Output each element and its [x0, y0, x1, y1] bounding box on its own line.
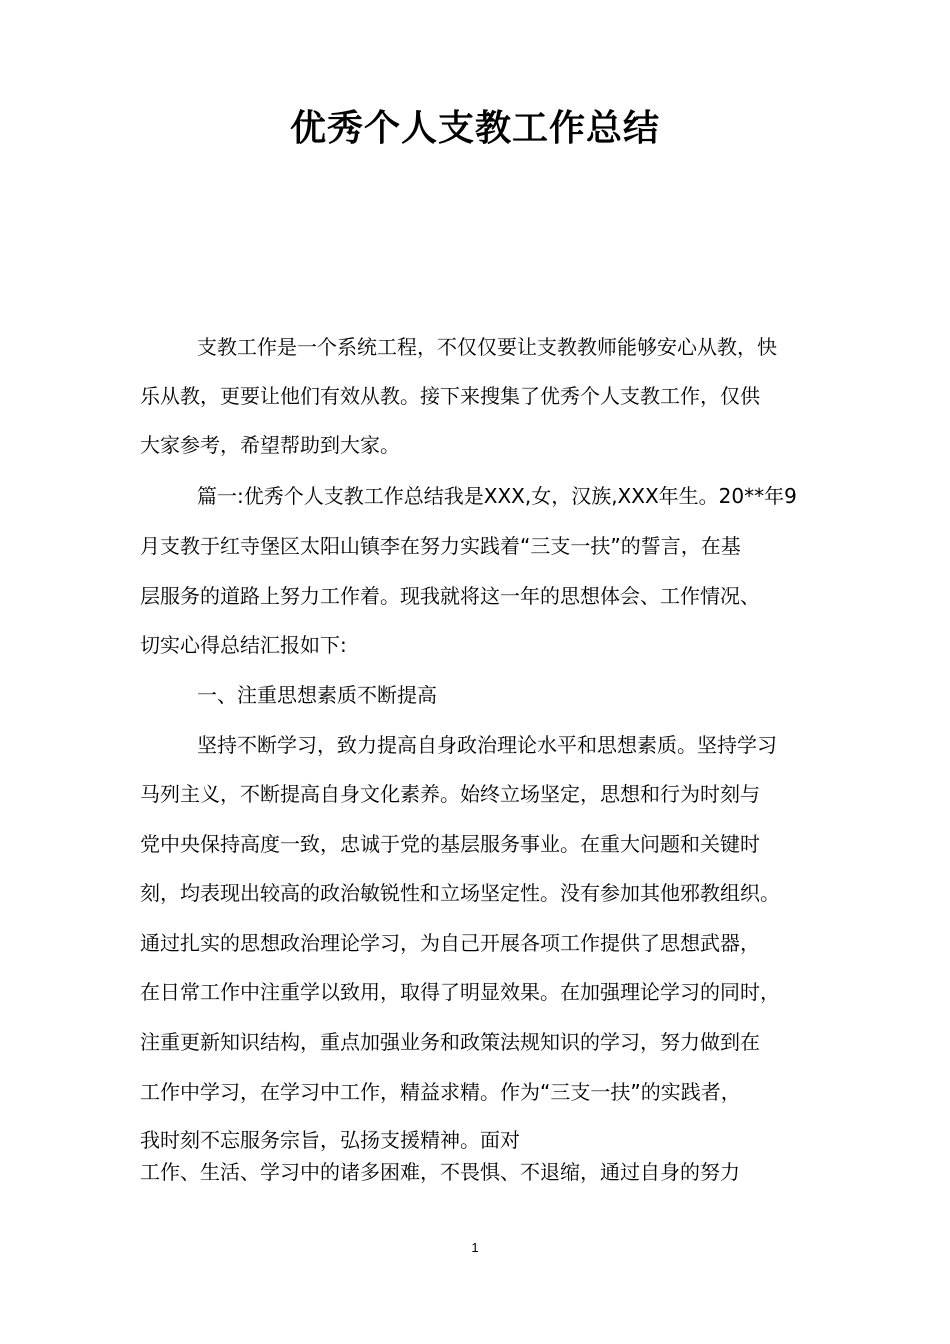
paragraph-line: 通过扎实的思想政治理论学习，为自己开展各项工作提供了思想武器， [140, 931, 760, 955]
paragraph-line: 支教工作是一个系统工程，不仅仅要让支教教师能够安心从教，快 [197, 335, 777, 359]
paragraph-line: 党中央保持高度一致，忠诚于党的基层服务事业。在重大问题和关键时 [140, 832, 760, 856]
document-title: 优秀个人支教工作总结 [289, 108, 660, 149]
paragraph-line: 注重更新知识结构，重点加强业务和政策法规知识的学习，努力做到在 [140, 1030, 760, 1054]
paragraph-line: 篇一:优秀个人支教工作总结我是XXX,女，汉族,XXX年生。20**年9 [197, 484, 797, 508]
paragraph-line: 乐从教，更要让他们有效从教。接下来搜集了优秀个人支教工作，仅供 [140, 384, 760, 408]
paragraph-line: 切实心得总结汇报如下: [140, 633, 347, 657]
section-heading: 一、注重思想素质不断提高 [197, 683, 437, 707]
paragraph-line: 我时刻不忘服务宗旨，弘扬支援精神。面对 [140, 1128, 520, 1152]
paragraph-line: 马列主义，不断提高自身文化素养。始终立场坚定，思想和行为时刻与 [140, 782, 760, 806]
paragraph-line: 工作中学习，在学习中工作，精益求精。作为“三支一扶”的实践者， [140, 1080, 741, 1104]
paragraph-line: 大家参考，希望帮助到大家。 [140, 433, 400, 457]
paragraph-line: 月支教于红寺堡区太阳山镇李在努力实践着“三支一扶”的誓言，在基 [140, 534, 741, 558]
paragraph-line: 刻，均表现出较高的政治敏锐性和立场坚定性。没有参加其他邪教组织。 [140, 881, 780, 905]
paragraph-line: 在日常工作中注重学以致用，取得了明显效果。在加强理论学习的同时， [140, 980, 780, 1004]
paragraph-line: 工作、生活、学习中的诸多困难，不畏惧、不退缩，通过自身的努力 [140, 1160, 740, 1184]
page-number: 1 [471, 1240, 479, 1255]
paragraph-line: 层服务的道路上努力工作着。现我就将这一年的思想体会、工作情况、 [140, 584, 760, 608]
paragraph-line: 坚持不断学习，致力提高自身政治理论水平和思想素质。坚持学习 [197, 733, 777, 757]
